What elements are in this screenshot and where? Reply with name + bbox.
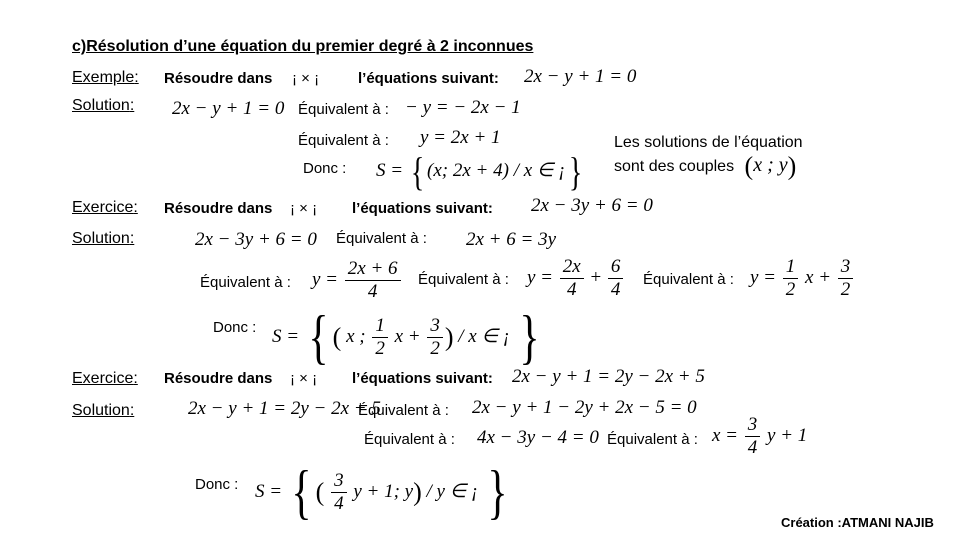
ex3-open-brace: {: [291, 459, 312, 525]
ex1-solution-label: Solution: [72, 97, 130, 114]
ex2-S-frac1: [372, 315, 388, 360]
ex3-step3-num: 3: [745, 414, 761, 437]
ex2-step2-frac: [345, 258, 401, 303]
ex2-S-x: x ;: [346, 325, 366, 347]
ex2-S-n2: 3: [427, 315, 443, 338]
ex2-S-d2: 2: [430, 338, 440, 359]
ex3-equiv2: Équivalent à :: [364, 431, 455, 448]
ex3-S-end: / y ∈ ¡: [426, 480, 479, 502]
ex1-donc: Donc :: [303, 160, 347, 177]
ex1-solution-colon: :: [129, 97, 135, 114]
ex3-equiv1: Équivalent à :: [358, 402, 449, 419]
ex2-step2-num: 2x + 6: [345, 258, 401, 281]
ex2-label-row: [72, 199, 138, 217]
ex3-step3: [712, 414, 807, 459]
ex3-solution-row: [72, 402, 134, 420]
example-label: Exemple: [72, 69, 135, 86]
ex3-solution-colon: :: [129, 402, 135, 419]
ex2-step4-x: x +: [805, 266, 832, 288]
ex3-set: ¡ × ¡: [290, 370, 318, 387]
ex3-step3-den: 4: [747, 437, 758, 458]
ex2-open-brace: {: [308, 304, 329, 370]
ex2-eq-left: 2x − 3y + 6 = 0: [195, 229, 317, 250]
ex3-solution-set: [255, 458, 512, 527]
ex2-equation: 2x − 3y + 6 = 0: [531, 195, 653, 216]
ex2-equiv2: Équivalent à :: [200, 274, 291, 291]
ex3-S-start: S =: [255, 480, 283, 502]
ex2-set: ¡ × ¡: [290, 200, 318, 217]
ex1-suivant: l’équations suivant:: [358, 70, 499, 87]
ex1-S-start: S =: [376, 159, 404, 181]
ex2-step3-frac1: [560, 256, 584, 301]
ex3-suivant: l’équations suivant:: [352, 370, 493, 387]
couple-close-paren: ): [787, 151, 797, 181]
ex3-step3-frac: [745, 414, 761, 459]
ex2-step1: 2x + 6 = 3y: [466, 229, 557, 250]
ex1-step2: y = 2x + 1: [420, 127, 501, 148]
ex2-step4-n2: 3: [838, 256, 854, 279]
ex3-step1: 2x − y + 1 − 2y + 2x − 5 = 0: [472, 397, 697, 418]
couple-open-paren: (: [744, 151, 754, 181]
ex2-equiv1: Équivalent à :: [336, 230, 427, 247]
credit: Création :ATMANI NAJIB: [781, 515, 934, 530]
ex2-step3-d2: 4: [610, 279, 621, 300]
ex2-step3-frac2: [608, 256, 624, 301]
ex2-close-paren: ): [444, 322, 454, 352]
note-line2-row: [614, 151, 803, 181]
ex3-label: Exercice: [72, 370, 134, 387]
ex2-S-d1: 2: [375, 338, 385, 359]
ex3-resoudre: Résoudre dans: [164, 370, 273, 387]
ex3-S-num: 3: [331, 470, 347, 493]
ex2-label: Exercice: [72, 199, 134, 216]
ex2-step4-d2: 2: [840, 279, 851, 300]
ex2-S-mid: x +: [394, 325, 421, 347]
ex1-set: ¡ × ¡: [292, 70, 320, 87]
couple-notation: [744, 151, 797, 181]
ex2-donc: Donc :: [213, 319, 257, 336]
ex1-equation: 2x − y + 1 = 0: [524, 66, 637, 87]
ex3-step3-pre: x =: [712, 424, 739, 446]
ex3-S-frac: [331, 470, 347, 515]
ex2-step3-d1: 4: [566, 279, 577, 300]
ex2-resoudre: Résoudre dans: [164, 200, 273, 217]
ex2-colon: :: [133, 199, 138, 216]
ex2-step3: [527, 256, 625, 301]
ex2-solution-row: [72, 230, 134, 248]
ex1-resoudre: Résoudre dans: [164, 70, 273, 87]
ex2-step3-n2: 6: [608, 256, 624, 279]
ex3-donc: Donc :: [195, 476, 239, 493]
note-line2: sont des couples: [614, 158, 735, 175]
ex3-close-brace: }: [487, 459, 508, 525]
ex2-solution-set: [272, 303, 544, 372]
ex2-solution-colon: :: [129, 230, 135, 247]
ex2-step2-den: 4: [367, 281, 378, 302]
ex3-solution-label: Solution: [72, 402, 130, 419]
ex1-eq-left: 2x − y + 1 = 0: [172, 98, 285, 119]
ex3-step3-post: y + 1: [767, 424, 808, 446]
couple-text: x ; y: [753, 154, 788, 176]
ex2-close-brace: }: [519, 304, 540, 370]
ex2-step3-plus: +: [590, 266, 602, 288]
solution-note: [614, 132, 803, 181]
ex1-S-set: (x; 2x + 4) / x ∈ ¡: [427, 159, 566, 181]
ex3-step2: 4x − 3y − 4 = 0: [477, 427, 599, 448]
ex1-solution-set: [376, 148, 585, 195]
ex2-step4-n1: 1: [783, 256, 799, 279]
ex2-S-frac2: [427, 315, 443, 360]
ex3-equation: 2x − y + 1 = 2y − 2x + 5: [512, 366, 705, 387]
ex2-S-n1: 1: [372, 315, 388, 338]
ex3-eq-left: 2x − y + 1 = 2y − 2x + 5: [188, 398, 381, 419]
note-line1: Les solutions de l’équation: [614, 134, 803, 151]
ex3-label-row: [72, 370, 138, 388]
ex1-open-brace: {: [410, 149, 425, 194]
ex1-step1: − y = − 2x − 1: [405, 97, 521, 118]
ex2-step4-d1: 2: [785, 279, 796, 300]
ex2-equiv4: Équivalent à :: [643, 271, 734, 288]
ex3-open-paren: (: [315, 477, 325, 507]
ex3-close-paren: ): [413, 477, 422, 507]
ex2-step4-frac1: [783, 256, 799, 301]
ex2-open-paren: (: [332, 322, 342, 352]
ex3-equiv3: Équivalent à :: [607, 431, 698, 448]
example-colon: :: [134, 69, 139, 86]
ex1-close-brace: }: [568, 149, 582, 194]
ex2-solution-label: Solution: [72, 230, 130, 247]
ex1-equiv2: Équivalent à :: [298, 132, 389, 149]
ex3-colon: :: [133, 370, 138, 387]
example-label-row: [72, 69, 139, 87]
ex2-step3-n1: 2x: [560, 256, 584, 279]
ex1-solution-row: [72, 97, 134, 115]
ex1-equiv1: Équivalent à :: [298, 101, 389, 118]
section-heading: c)Résolution d’une équation du premier degré à 2 inconnues: [72, 38, 534, 55]
ex2-step3-pre: y =: [527, 266, 554, 288]
ex2-step2: [312, 258, 403, 303]
ex2-step4-pre: y =: [750, 266, 777, 288]
ex3-S-mid: y + 1; y: [353, 480, 414, 502]
ex2-S-start: S =: [272, 325, 300, 347]
ex3-S-den: 4: [334, 493, 344, 514]
ex2-S-end: / x ∈ ¡: [458, 325, 511, 347]
ex2-step2-pre: y =: [312, 268, 339, 290]
ex2-step4: [750, 256, 855, 301]
ex2-step4-frac2: [838, 256, 854, 301]
ex2-suivant: l’équations suivant:: [352, 200, 493, 217]
ex2-equiv3: Équivalent à :: [418, 271, 509, 288]
